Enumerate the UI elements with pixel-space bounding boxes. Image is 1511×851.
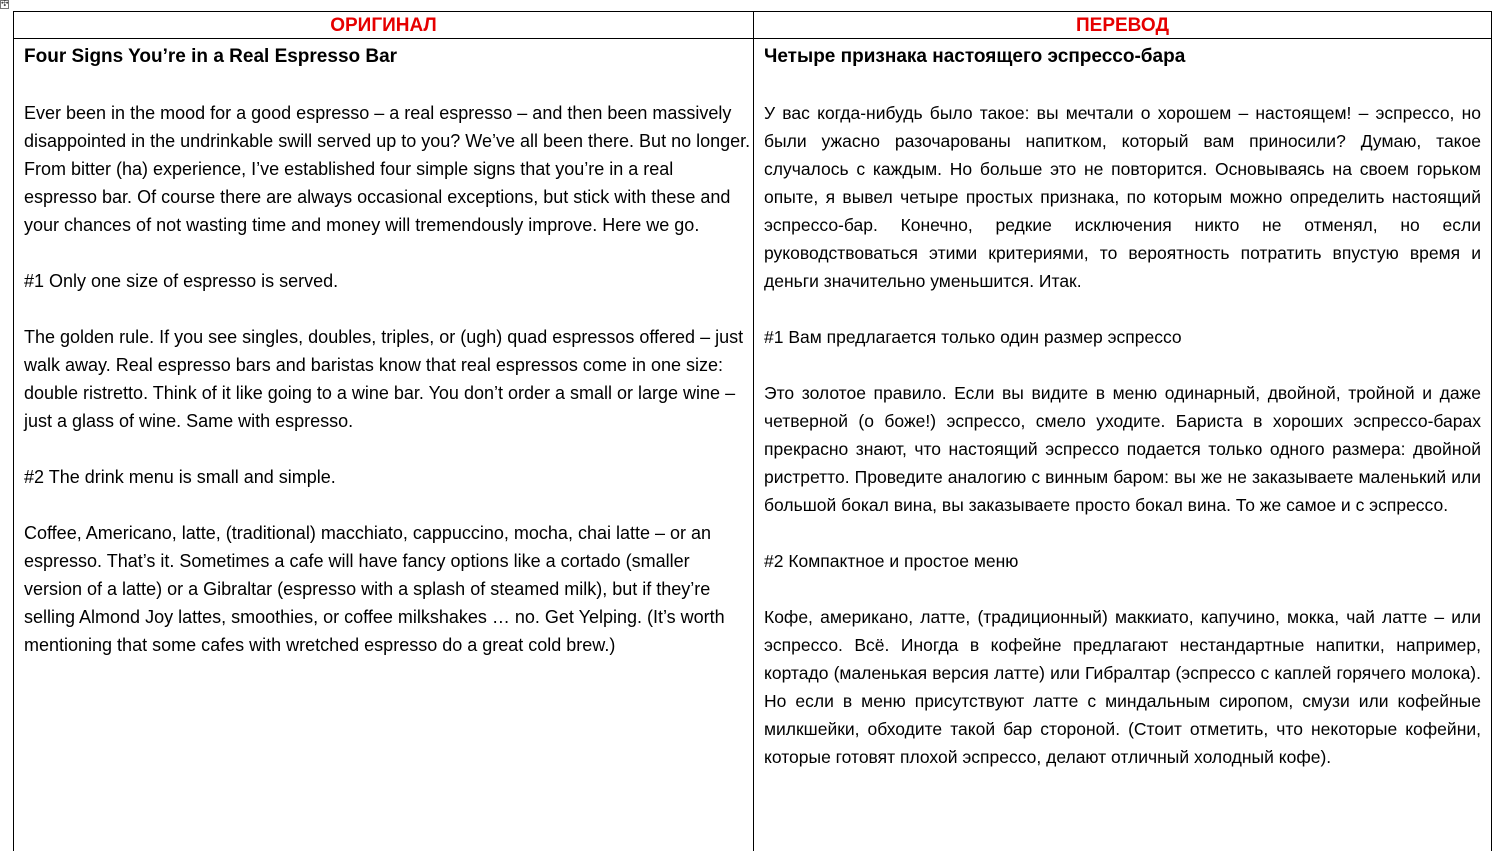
original-sign2-heading: #2 The drink menu is small and simple. [24,467,336,487]
original-sign2-text: Coffee, Americano, latte, (traditional) macchiato, cappuccino, mocha, chai latte – or an espresso. That’s it. Sometimes a cafe will have fancy options like a cortado (smaller version of a latte) or a Gibraltar (espresso with a splash of steamed milk), but if they’re selling Almond Joy lattes, smoothies, or coffee milkshakes … no. Get Yelping. (It’s worth mentioning that some cafes with wretched espresso do a great cold brew.) [24,523,725,655]
translation-sign2-text: Кофе, американо, латте, (традиционный) маккиато, капучино, мокка, чай латте – или эспрессо. Всё. Иногда в кофейне предлагают нестандартные напитки, например, кортадо (маленькая версия латте) или Гибралтар (эспрессо с каплей горячего молока). Но если в меню присутствуют латте с миндальным сиропом, смузи или кофейные милкшейки, обходите такой бар стороной. (Стоит отметить, что некоторые кофейни, которые готовят плохой эспрессо, делают отличный холодный кофе). [764,607,1481,767]
translation-column [754,12,1491,851]
original-sign1-heading: #1 Only one size of espresso is served. [24,271,339,291]
translation-title: Четыре признака настоящего эспрессо-бара [764,46,1186,67]
translation-sign1-text: Это золотое правило. Если вы видите в меню одинарный, двойной, тройной и даже четверной (о боже!) эспрессо, смело уходите. Бариста в хороших эспрессо-барах прекрасно знают, что настоящий эспрессо подается только одного размера: двойной ристретто. Проведите аналогию с винным баром: вы же не заказываете маленький или большой бокал вина, вы заказываете просто бокал вина. То же самое и с эспрессо. [764,383,1481,515]
original-header: ОРИГИНАЛ [14,12,753,39]
translation-header: ПЕРЕВОД [754,12,1491,39]
translation-cell[interactable] [754,39,1491,771]
move-arrows-icon: ✣ [1,0,9,9]
translation-table [13,11,1492,851]
translation-sign2-heading: #2 Компактное и простое меню [764,551,1019,571]
original-intro: Ever been in the mood for a good espresso – a real espresso – and then been massively disappointed in the undrinkable swill served up to you? We’ve all been there. But no longer. From bitter (ha) experience, I’ve established four simple signs that you’re in a real espresso bar. Of course there are always occasional exceptions, but stick with these and your chances of not wasting time and money will tremendously improve. Here we go. [24,103,751,235]
table-move-handle[interactable] [0,0,9,9]
original-sign1-text: The golden rule. If you see singles, doubles, triples, or (ugh) quad espressos offered – just walk away. Real espresso bars and baristas know that real espressos come in one size: double ristretto. Think of it like going to a wine bar. You don’t order a small or large wine – just a glass of wine. Same with espresso. [24,327,744,431]
original-title: Four Signs You’re in a Real Espresso Bar [24,46,398,67]
translation-intro: У вас когда-нибудь было такое: вы мечтали о хорошем – настоящем! – эспрессо, но были ужасно разочарованы напитком, который вам приносили? Думаю, такое случалось с каждым. Но больше это не повторится. Основываясь на своем горьком опыте, я вывел четыре простых признака, по которым можно определить настоящий эспрессо-бар. Конечно, редкие исключения никто не отменял, но если руководствоваться этими критериями, то вероятность потратить впустую время и деньги значительно уменьшится. Итак. [764,103,1481,291]
original-column [14,12,754,851]
original-cell[interactable] [14,39,753,659]
translation-sign1-heading: #1 Вам предлагается только один размер эспрессо [764,327,1182,347]
